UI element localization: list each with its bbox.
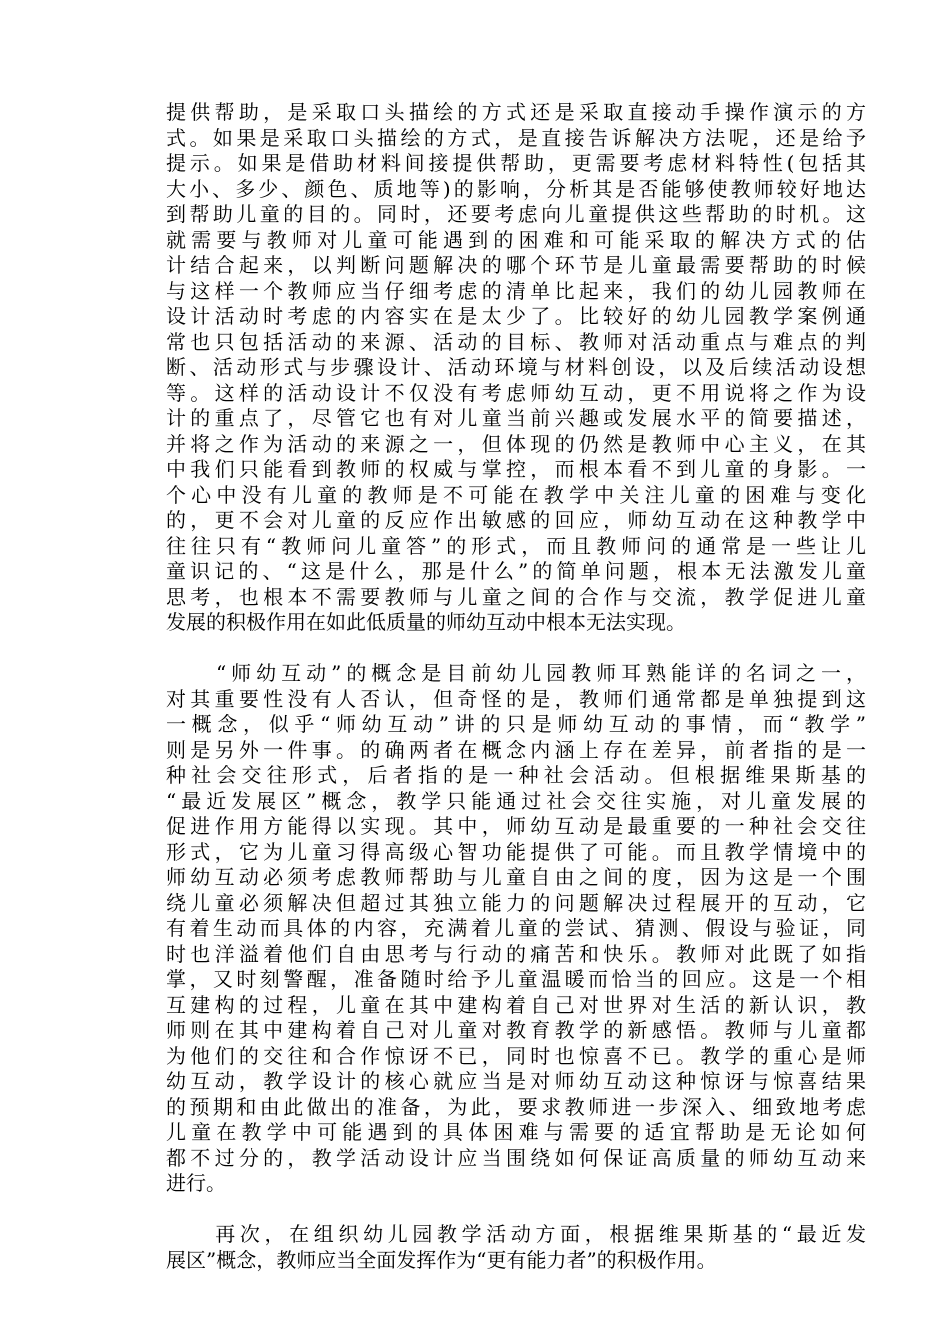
text-line: 进行。 bbox=[166, 1171, 226, 1195]
paragraph-gap bbox=[166, 636, 866, 662]
text-line: 儿童在教学中可能遇到的具体困难与需要的适宜帮助是无论如何 bbox=[166, 1120, 866, 1144]
text-line: 幼互动，教学设计的核心就应当是对师幼互动这种惊讶与惊喜结果 bbox=[166, 1069, 866, 1093]
text-line: 到帮助儿童的目的。同时，还要考虑向儿童提供这些帮助的时机。这 bbox=[166, 202, 866, 226]
text-line: 促进作用方能得以实现。其中，师幼互动是最重要的一种社会交往 bbox=[166, 814, 866, 838]
paragraph-3 bbox=[166, 1222, 866, 1273]
text-line: “师幼互动”的概念是目前幼儿园教师耳熟能详的名词之一， bbox=[166, 661, 866, 685]
text-line: 提示。如果是借助材料间接提供帮助，更需要考虑材料特性(包括其 bbox=[166, 151, 866, 175]
document-page bbox=[166, 100, 866, 1273]
text-line: 提供帮助，是采取口头描绘的方式还是采取直接动手操作演示的方 bbox=[166, 100, 866, 124]
text-line: 设计活动时考虑的内容实在是太少了。比较好的幼儿园教学案例通 bbox=[166, 304, 866, 328]
text-line: 计的重点了，尽管它也有对儿童当前兴趣或发展水平的简要描述， bbox=[166, 406, 866, 430]
text-line: 的，更不会对儿童的反应作出敏感的回应，师幼互动在这种教学中 bbox=[166, 508, 866, 532]
text-line: 时也洋溢着他们自由思考与行动的痛苦和快乐。教师对此既了如指 bbox=[166, 941, 866, 966]
text-line: 童识记的、“这是什么，那是什么”的简单问题，根本无法激发儿童 bbox=[166, 559, 866, 583]
paragraph-2 bbox=[166, 661, 866, 1197]
text-line: 就需要与教师对儿童可能遇到的困难和可能采取的解决方式的估 bbox=[166, 227, 866, 252]
text-line: 绕儿童必须解决但超过其独立能力的问题解决过程展开的互动，它 bbox=[166, 890, 866, 915]
text-line: 种社会交往形式，后者指的是一种社会活动。但根据维果斯基的 bbox=[166, 763, 866, 787]
text-line: 计结合起来，以判断问题解决的哪个环节是儿童最需要帮助的时候 bbox=[166, 253, 866, 277]
paragraph-gap bbox=[166, 1197, 866, 1223]
text-line: 师则在其中建构着自己对儿童对教育教学的新感悟。教师与儿童都 bbox=[166, 1018, 866, 1042]
text-line: 展区”概念，教师应当全面发挥作为“更有能力者”的积极作用。 bbox=[166, 1247, 717, 1272]
text-line: 师幼互动必须考虑教师帮助与儿童自由之间的度，因为这是一个围 bbox=[166, 865, 866, 889]
text-line: 都不过分的，教学活动设计应当围绕如何保证高质量的师幼互动来 bbox=[166, 1145, 866, 1170]
text-line: 思考，也根本不需要教师与儿童之间的合作与交流，教学促进儿童 bbox=[166, 584, 866, 609]
text-line: 往往只有“教师问儿童答”的形式，而且教师问的通常是一些让儿 bbox=[166, 533, 866, 558]
text-line: 并将之作为活动的来源之一，但体现的仍然是教师中心主义，在其 bbox=[166, 431, 866, 456]
text-line: 有着生动而具体的内容，充满着儿童的尝试、猜测、假设与验证，同 bbox=[166, 916, 866, 940]
text-line: 一概念，似乎“师幼互动”讲的只是师幼互动的事情，而“教学” bbox=[166, 712, 866, 736]
text-line: 互建构的过程，儿童在其中建构着自己对世界对生活的新认识，教 bbox=[166, 992, 866, 1017]
text-line: 掌，又时刻警醒，准备随时给予儿童温暖而恰当的回应。这是一个相 bbox=[166, 967, 866, 991]
text-line: 对其重要性没有人否认，但奇怪的是，教师们通常都是单独提到这 bbox=[166, 686, 866, 711]
text-line: 与这样一个教师应当仔细考虑的清单比起来，我们的幼儿园教师在 bbox=[166, 278, 866, 303]
text-line: 再次，在组织幼儿园教学活动方面，根据维果斯基的“最近发 bbox=[166, 1222, 866, 1246]
text-line: 断、活动形式与步骤设计、活动环境与材料创设，以及后续活动设想 bbox=[166, 355, 866, 379]
paragraph-1 bbox=[166, 100, 866, 636]
text-line: 式。如果是采取口头描绘的方式，是直接告诉解决方法呢，还是给予 bbox=[166, 125, 866, 150]
text-line: “最近发展区”概念，教学只能通过社会交往实施，对儿童发展的 bbox=[166, 788, 866, 813]
text-line: 为他们的交往和合作惊讶不已，同时也惊喜不已。教学的重心是师 bbox=[166, 1043, 866, 1068]
text-line: 的预期和由此做出的准备，为此，要求教师进一步深入、细致地考虑 bbox=[166, 1094, 866, 1119]
text-line: 等。这样的活动设计不仅没有考虑师幼互动，更不用说将之作为设 bbox=[166, 380, 866, 405]
text-line: 中我们只能看到教师的权威与掌控，而根本看不到儿童的身影。一 bbox=[166, 457, 866, 481]
text-line: 大小、多少、颜色、质地等)的影响，分析其是否能够使教师较好地达 bbox=[166, 176, 866, 201]
text-line: 形式，它为儿童习得高级心智功能提供了可能。而且教学情境中的 bbox=[166, 839, 866, 864]
text-line: 发展的积极作用在如此低质量的师幼互动中根本无法实现。 bbox=[166, 610, 686, 634]
text-line: 常也只包括活动的来源、活动的目标、教师对活动重点与难点的判 bbox=[166, 329, 866, 354]
text-line: 则是另外一件事。的确两者在概念内涵上存在差异，前者指的是一 bbox=[166, 737, 866, 762]
text-line: 个心中没有儿童的教师是不可能在教学中关注儿童的困难与变化 bbox=[166, 482, 866, 507]
